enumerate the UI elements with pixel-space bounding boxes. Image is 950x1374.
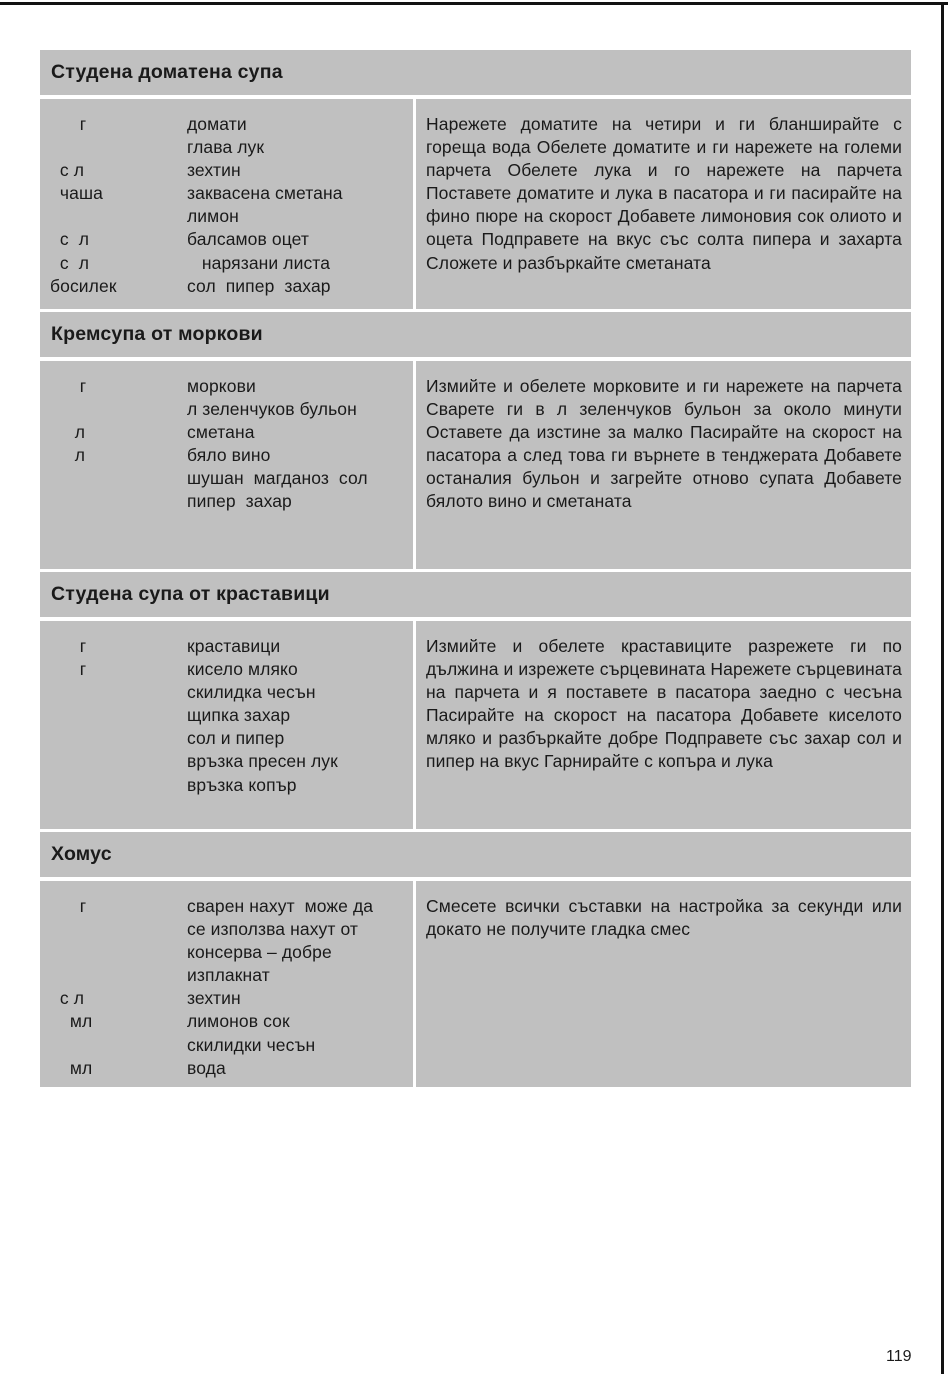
- recipe-title: Хомус: [40, 832, 911, 877]
- recipe-body: [40, 361, 911, 569]
- ingredient-row: [50, 895, 413, 918]
- page-border-top: [0, 2, 948, 5]
- ingredient-row: [50, 1034, 413, 1057]
- ingredients-panel: [40, 881, 413, 1087]
- ingredient-row: [50, 398, 413, 421]
- ingredient-name: се използва нахут от: [187, 919, 359, 940]
- ingredient-row: [50, 658, 413, 681]
- ingredient-quantity: [50, 136, 187, 159]
- ingredient-name: лимонов сок: [187, 1011, 290, 1032]
- ingredient-quantity: [50, 918, 187, 941]
- ingredient-name: зехтин: [187, 988, 241, 1009]
- ingredient-row: [50, 704, 413, 727]
- ingredient-name: зехтин: [187, 160, 241, 181]
- ingredient-name: бяло вино: [187, 445, 271, 466]
- ingredient-quantity: л: [50, 445, 86, 466]
- ingredient-quantity: [50, 704, 187, 727]
- ingredient-quantity: [50, 964, 187, 987]
- ingredient-quantity: босилек: [50, 275, 117, 296]
- recipe-body: [40, 881, 911, 1087]
- ingredient-row: [50, 159, 413, 182]
- ingredient-name: нарязани листа: [187, 252, 331, 273]
- ingredient-name: сметана: [187, 422, 255, 443]
- ingredient-row: [50, 205, 413, 228]
- ingredient-quantity: [50, 398, 187, 421]
- ingredient-name: сол пипер захар: [187, 275, 331, 296]
- ingredient-row: [50, 275, 413, 298]
- ingredient-row: [50, 113, 413, 136]
- ingredient-row: [50, 774, 413, 797]
- ingredient-name: л зеленчуков бульон: [187, 399, 357, 420]
- ingredients-panel: [40, 361, 413, 569]
- recipe-block: [40, 832, 911, 1087]
- ingredient-row: [50, 987, 413, 1010]
- ingredient-quantity: мл: [50, 1057, 93, 1078]
- ingredient-quantity: [50, 205, 187, 228]
- ingredient-name: кисело мляко: [187, 659, 298, 680]
- ingredient-name: скилидка чесън: [187, 682, 316, 703]
- ingredient-row: [50, 941, 413, 964]
- ingredient-row: [50, 918, 413, 941]
- ingredient-name: връзка копър: [187, 774, 297, 795]
- ingredient-quantity: [50, 727, 187, 750]
- ingredient-quantity: [50, 941, 187, 964]
- ingredient-row: [50, 1057, 413, 1080]
- ingredient-name: лимон: [187, 206, 239, 227]
- ingredient-row: [50, 421, 413, 444]
- ingredient-row: [50, 727, 413, 750]
- ingredient-quantity: [50, 467, 187, 490]
- ingredient-quantity: г: [50, 636, 87, 656]
- ingredient-name: балсамов оцет: [187, 229, 309, 250]
- ingredient-name: връзка пресен лук: [187, 751, 338, 772]
- ingredient-quantity: [50, 750, 187, 773]
- recipe-body: [40, 621, 911, 829]
- recipe-block: [40, 572, 911, 829]
- ingredient-name: домати: [187, 114, 247, 134]
- ingredient-quantity: чаша: [50, 183, 103, 204]
- ingredient-name: моркови: [187, 376, 256, 396]
- ingredient-row: [50, 964, 413, 987]
- ingredient-quantity: мл: [50, 1011, 93, 1032]
- recipe-block: [40, 50, 911, 309]
- ingredient-name: краставици: [187, 636, 281, 656]
- ingredient-quantity: с л: [50, 988, 85, 1009]
- ingredient-row: [50, 444, 413, 467]
- ingredient-name: изплакнат: [187, 965, 270, 986]
- ingredient-quantity: с л: [50, 160, 85, 181]
- ingredient-quantity: с л: [50, 229, 90, 250]
- ingredient-name: пипер захар: [187, 491, 292, 512]
- ingredient-row: [50, 490, 413, 513]
- ingredient-name: сварен нахут може да: [187, 896, 374, 916]
- ingredient-name: вода: [187, 1057, 226, 1078]
- ingredient-row: [50, 182, 413, 205]
- ingredient-quantity: г: [50, 659, 87, 680]
- instructions-panel: Измийте и обелете морковите и ги нарежете на парчета Сварете ги в л зеленчуков бульон за около минути Оставете да изстине за малко Пасирайте на скорост на пасатора а след това ги върнете в тенджерата Добавете останалия бульон и загрейте отново супата Добавете бялото вино и сметаната: [416, 361, 911, 569]
- ingredient-quantity: [50, 490, 187, 513]
- page-border-right: [941, 2, 944, 1374]
- recipe-list: [40, 50, 911, 1090]
- ingredient-name: заквасена сметана: [187, 183, 343, 204]
- ingredient-quantity: [50, 1034, 187, 1057]
- instructions-panel: Смесете всички съставки на настройка за секунди или докато не получите гладка смес: [416, 881, 911, 1087]
- ingredient-quantity: г: [50, 114, 87, 134]
- ingredient-row: [50, 136, 413, 159]
- ingredient-name: скилидки чесън: [187, 1034, 316, 1055]
- ingredient-quantity: л: [50, 422, 86, 443]
- ingredients-panel: [40, 621, 413, 829]
- ingredient-row: [50, 228, 413, 251]
- ingredient-row: [50, 1010, 413, 1033]
- ingredient-row: [50, 635, 413, 658]
- ingredient-quantity: с л: [50, 252, 90, 273]
- recipe-title: Студена доматена супа: [40, 50, 911, 95]
- instructions-panel: Нарежете доматите на четири и ги бланширайте с гореща вода Обелете доматите и ги нарежете на големи парчета Обелете лука и го нарежете на парчета Поставете доматите и лука в пасатора и ги пасирайте на фино пюре на скорост Добавете лимоновия сок олиото и оцета Подправете на вкус със солта пипера и захарта Сложете и разбъркайте сметаната: [416, 99, 911, 309]
- recipe-block: [40, 312, 911, 569]
- ingredient-row: [50, 467, 413, 490]
- ingredient-quantity: [50, 681, 187, 704]
- ingredient-row: [50, 252, 413, 275]
- ingredient-row: [50, 681, 413, 704]
- ingredient-row: [50, 375, 413, 398]
- recipe-title: Студена супа от краставици: [40, 572, 911, 617]
- ingredient-name: консерва – добре: [187, 942, 332, 963]
- page-number: 119: [886, 1348, 912, 1365]
- ingredient-name: сол и пипер: [187, 728, 285, 749]
- ingredient-name: шушан магданоз сол: [187, 468, 368, 489]
- ingredient-name: щипка захар: [187, 705, 291, 726]
- ingredients-panel: [40, 99, 413, 309]
- instructions-panel: Измийте и обелете краставиците разрежете ги по дължина и изрежете сърцевината Нарежете сърцевината на парчета и я поставете в пасатора заедно с чесъна Пасирайте на скорост на пасатора Добавете киселото мляко и разбъркайте добре Подправете със захар сол и пипер на вкус Гарнирайте с копъра и лука: [416, 621, 911, 829]
- ingredient-quantity: г: [50, 896, 87, 916]
- ingredient-quantity: г: [50, 376, 87, 396]
- ingredient-name: глава лук: [187, 137, 265, 158]
- recipe-body: [40, 99, 911, 309]
- recipe-title: Кремсупа от моркови: [40, 312, 911, 357]
- ingredient-row: [50, 750, 413, 773]
- ingredient-quantity: [50, 774, 187, 797]
